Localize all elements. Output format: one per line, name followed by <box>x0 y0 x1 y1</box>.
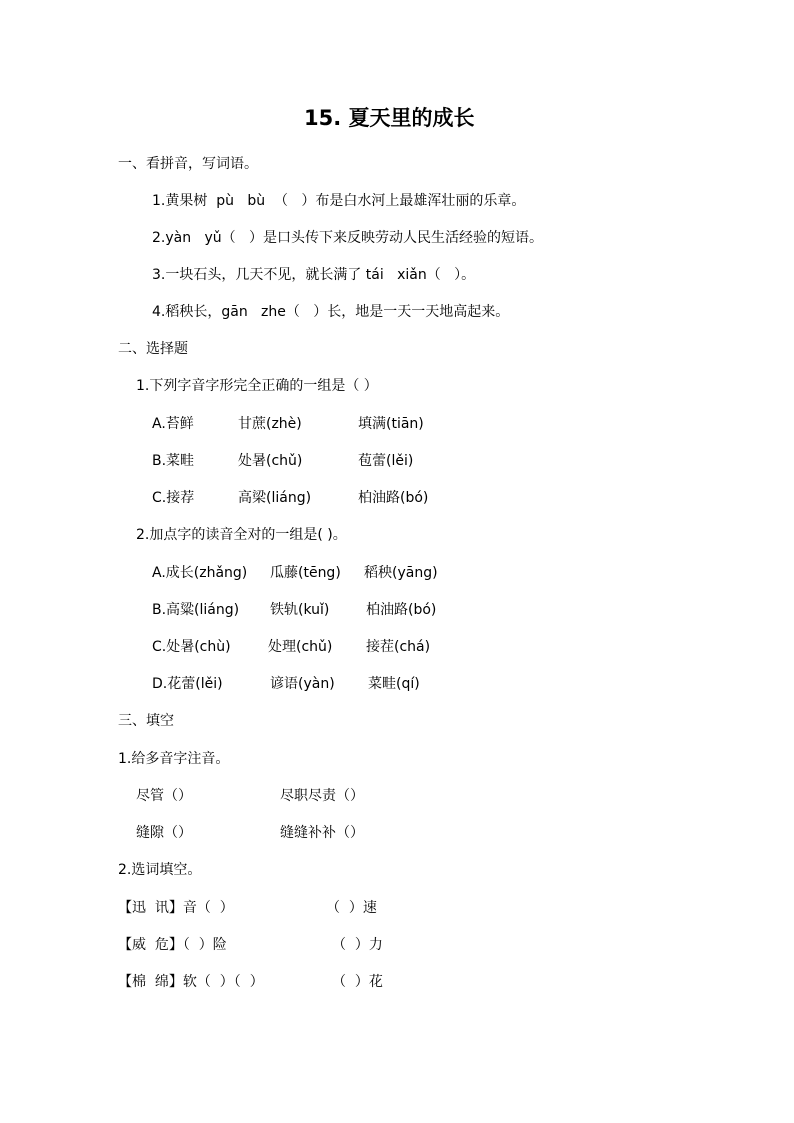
section1-item: 2.yàn yǔ（ ）是口头传下来反映劳动人民生活经验的短语。 <box>152 230 543 246</box>
polyphone-word: 尽职尽责（） <box>280 788 364 804</box>
section1-item: 1.黄果树 pù bù （ ）布是白水河上最雄浑壮丽的乐章。 <box>152 193 526 209</box>
q2-option-c-word: 接茬(chá) <box>366 639 431 655</box>
subsection-label: 1.给多音字注音。 <box>118 751 230 767</box>
q1-option-c-word: 高梁(liáng) <box>238 490 312 506</box>
question1-stem: 1.下列字音字形完全正确的一组是（ ） <box>136 378 378 394</box>
word-choice-item: 【威 危】（ ）险 <box>118 937 227 953</box>
page-title: 15. 夏天里的成长 <box>304 106 475 130</box>
word-choice-item: （ ）速 <box>326 900 377 916</box>
question2-stem: 2.加点字的读音全对的一组是( )。 <box>136 527 347 543</box>
q2-option-a-word: A.成长(zhǎng) <box>152 565 248 581</box>
section1-item: 3.一块石头，几天不见，就长满了 tái xiǎn（ ）。 <box>152 267 476 283</box>
section1-heading: 一、看拼音，写词语。 <box>118 156 258 172</box>
q2-option-a-word: 稻秧(yāng) <box>364 565 438 581</box>
q2-option-b-word: 铁轨(kuǐ) <box>270 602 330 618</box>
q1-option-a-word: 填满(tiān) <box>358 416 424 432</box>
section2-heading: 二、选择题 <box>118 341 188 357</box>
q2-option-d-word: 谚语(yàn) <box>270 676 335 692</box>
q2-option-d-word: D.花蕾(lěi) <box>152 676 223 692</box>
q2-option-b-word: B.高粱(liáng) <box>152 602 240 618</box>
q2-option-d-word: 菜畦(qí) <box>368 676 420 692</box>
subsection-label: 2.选词填空。 <box>118 862 202 878</box>
q1-option-b-word: 苞蕾(lěi) <box>358 453 414 469</box>
q2-option-c-word: C.处暑(chù) <box>152 639 231 655</box>
q1-option-c-word: C.接荐 <box>152 490 195 506</box>
word-choice-item: 【棉 绵】软（ ）（ ） <box>118 974 264 990</box>
word-choice-item: （ ）力 <box>332 937 383 953</box>
q2-option-c-word: 处理(chǔ) <box>268 639 333 655</box>
q2-option-b-word: 柏油路(bó) <box>366 602 437 618</box>
q1-option-c-word: 柏油路(bó) <box>358 490 429 506</box>
word-choice-item: （ ）花 <box>332 974 383 990</box>
word-choice-item: 【迅 讯】音（ ） <box>118 900 234 916</box>
section1-item: 4.稻秧长，gān zhe（ ）长，地是一天一天地高起来。 <box>152 304 510 320</box>
polyphone-word: 缝隙（） <box>136 825 192 841</box>
q1-option-a-word: A.苔鲜 <box>152 416 194 432</box>
polyphone-word: 缝缝补补（） <box>280 825 364 841</box>
q2-option-a-word: 瓜藤(tēng) <box>270 565 341 581</box>
section3-heading: 三、填空 <box>118 713 174 729</box>
q1-option-b-word: B.菜畦 <box>152 453 195 469</box>
polyphone-word: 尽管（） <box>136 788 192 804</box>
q1-option-b-word: 处暑(chǔ) <box>238 453 303 469</box>
q1-option-a-word: 甘蔗(zhè) <box>238 416 302 432</box>
